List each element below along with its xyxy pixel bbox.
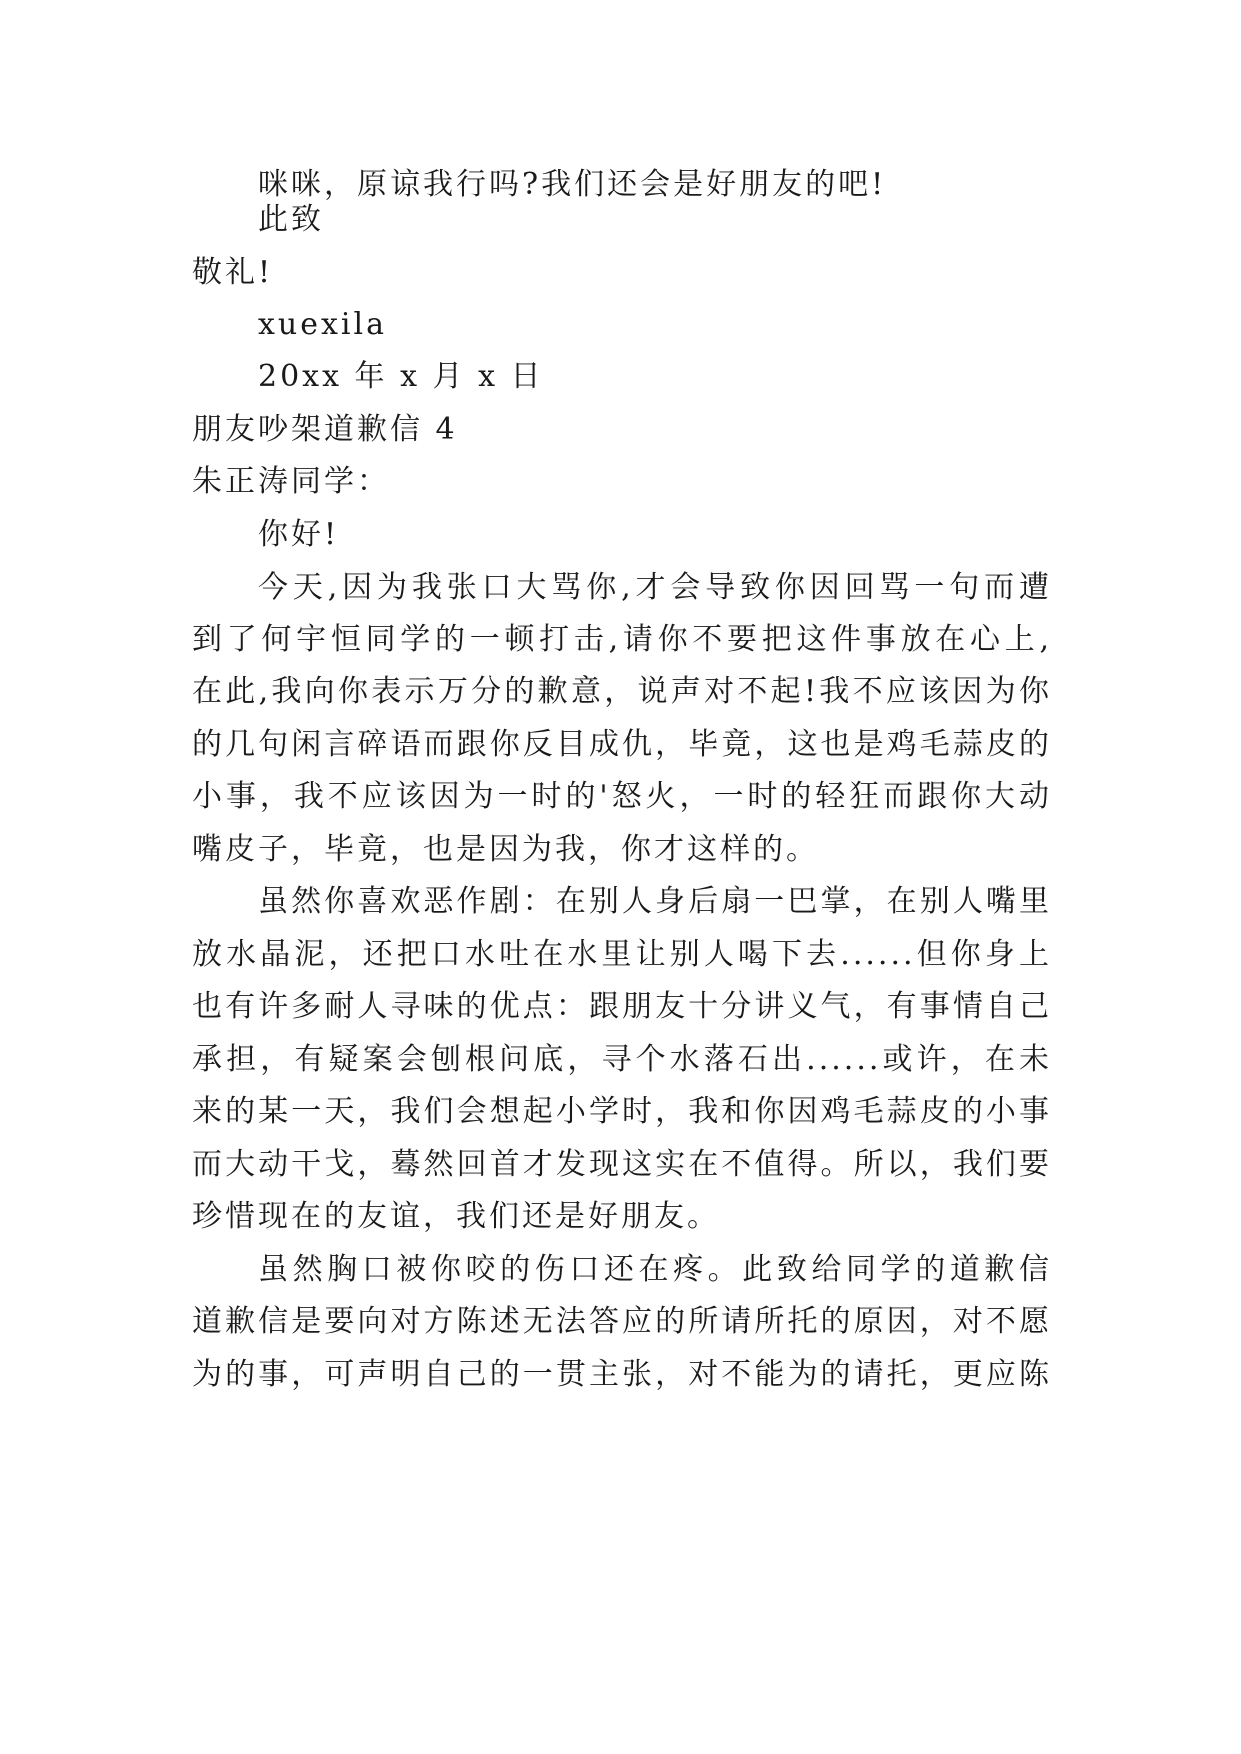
paragraph-2-line: 放水晶泥，还把口水吐在水里让别人喝下去......但你身上 xyxy=(192,937,1052,972)
paragraph-1-line: 在此,我向你表示万分的歉意，说声对不起!我不应该因为你 xyxy=(192,674,1052,709)
greeting: 你好! xyxy=(258,517,340,552)
paragraph-1-line: 今天,因为我张口大骂你,才会导致你因回骂一句而遭 xyxy=(258,570,1052,605)
salutation: 此致 xyxy=(258,202,324,237)
paragraph-2-line: 承担，有疑案会刨根问底，寻个水落石出......或许，在未 xyxy=(192,1042,1052,1077)
recipient: 朱正涛同学： xyxy=(192,464,390,499)
paragraph-3-line: 为的事，可声明自己的一贯主张，对不能为的请托，更应陈 xyxy=(192,1357,1052,1392)
signature: xuexila xyxy=(258,307,387,342)
closing-line: 咪咪，原谅我行吗?我们还会是好朋友的吧! xyxy=(258,167,887,202)
paragraph-1-line: 到了何宇恒同学的一顿打击,请你不要把这件事放在心上, xyxy=(192,622,1052,657)
paragraph-1-line: 小事，我不应该因为一时的'怒火，一时的轻狂而跟你大动 xyxy=(192,779,1052,814)
letter-title: 朋友吵架道歉信 4 xyxy=(192,412,458,447)
regards: 敬礼! xyxy=(192,255,274,290)
paragraph-1-line: 的几句闲言碎语而跟你反目成仇，毕竟，这也是鸡毛蒜皮的 xyxy=(192,727,1052,762)
paragraph-2-line: 而大动干戈，蓦然回首才发现这实在不值得。所以，我们要 xyxy=(192,1147,1052,1182)
paragraph-2-line: 来的某一天，我们会想起小学时，我和你因鸡毛蒜皮的小事 xyxy=(192,1094,1052,1129)
paragraph-1-line: 嘴皮子，毕竟，也是因为我，你才这样的。 xyxy=(192,832,819,867)
paragraph-3-line: 虽然胸口被你咬的伤口还在疼。此致给同学的道歉信 xyxy=(258,1252,1052,1287)
paragraph-3-line: 道歉信是要向对方陈述无法答应的所请所托的原因，对不愿 xyxy=(192,1304,1052,1339)
letter-date: 20xx 年 x 月 x 日 xyxy=(258,359,544,394)
paragraph-2-line: 珍惜现在的友谊，我们还是好朋友。 xyxy=(192,1199,720,1234)
paragraph-2-line: 也有许多耐人寻味的优点：跟朋友十分讲义气，有事情自己 xyxy=(192,989,1052,1024)
paragraph-2-line: 虽然你喜欢恶作剧：在别人身后扇一巴掌，在别人嘴里 xyxy=(258,884,1052,919)
